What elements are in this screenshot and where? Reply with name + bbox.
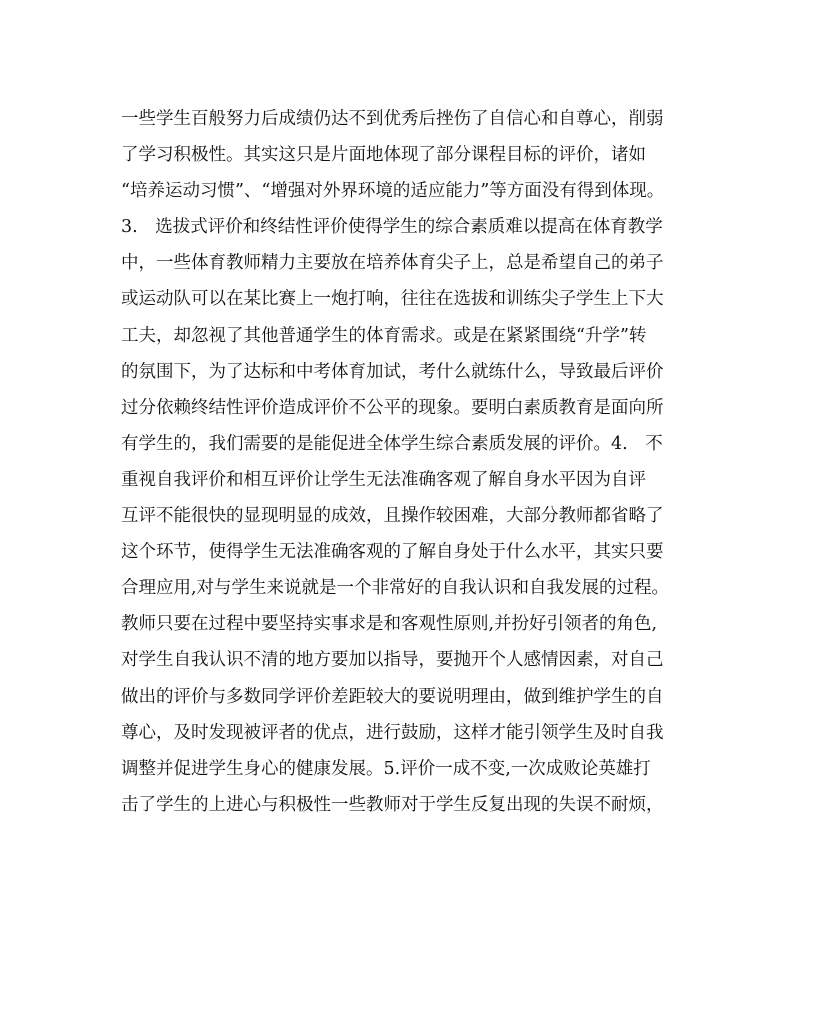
text-line: 过分依赖终结性评价造成评价不公平的现象。要明白素质教育是面向所 bbox=[121, 397, 664, 418]
text-line: 这个环节，使得学生无法准确客观的了解自身处于什么水平，其实只要 bbox=[121, 542, 664, 563]
text-line: 的氛围下，为了达标和中考体育加试，考什么就练什么，导致最后评价 bbox=[121, 361, 664, 382]
text-line: 中，一些体育教师精力主要放在培养体育尖子上，总是希望自己的弟子 bbox=[121, 253, 664, 274]
body-text bbox=[121, 104, 711, 826]
text-line: 一些学生百般努力后成绩仍达不到优秀后挫伤了自信心和自尊心，削弱 bbox=[121, 109, 664, 129]
text-line: 或运动队可以在某比赛上一炮打响，往往在选拔和训练尖子学生上下大 bbox=[121, 289, 664, 310]
text-line: 互评不能很快的显现明显的成效，且操作较困难，大部分教师都省略了 bbox=[121, 506, 664, 527]
text-line: 合理应用,对与学生来说就是一个非常好的自我认识和自我发展的过程。 bbox=[121, 578, 670, 599]
text-line: 工夫，却忽视了其他普通学生的体育需求。或是在紧紧围绕“升学”转 bbox=[121, 325, 647, 346]
text-line: 调整并促进学生身心的健康发展。5.评价一成不变,一次成败论英雄打 bbox=[121, 758, 651, 779]
text-line: 做出的评价与多数同学评价差距较大的要说明理由，做到维护学生的自 bbox=[121, 686, 664, 707]
text-line: 了学习积极性。其实这只是片面地体现了部分课程目标的评价，诸如 bbox=[121, 145, 646, 166]
text-line: 有学生的，我们需要的是能促进全体学生综合素质发展的评价。4. 不 bbox=[121, 433, 663, 454]
text-line: 对学生自我认识不清的地方要加以指导，要抛开个人感情因素，对自己 bbox=[121, 650, 664, 671]
text-line: 击了学生的上进心与积极性一些教师对于学生反复出现的失误不耐烦， bbox=[121, 794, 664, 815]
text-line: “培养运动习惯”、“增强对外界环境的适应能力”等方面没有得到体现。 bbox=[121, 181, 665, 202]
text-line: 3. 选拔式评价和终结性评价使得学生的综合素质难以提高在体育教学 bbox=[121, 217, 663, 238]
text-line: 教师只要在过程中要坚持实事求是和客观性原则,并扮好引领者的角色, bbox=[121, 614, 658, 635]
text-line: 尊心，及时发现被评者的优点，进行鼓励，这样才能引领学生及时自我 bbox=[121, 722, 664, 743]
text-line: 重视自我评价和相互评价让学生无法准确客观了解自身水平因为自评 bbox=[121, 469, 646, 490]
